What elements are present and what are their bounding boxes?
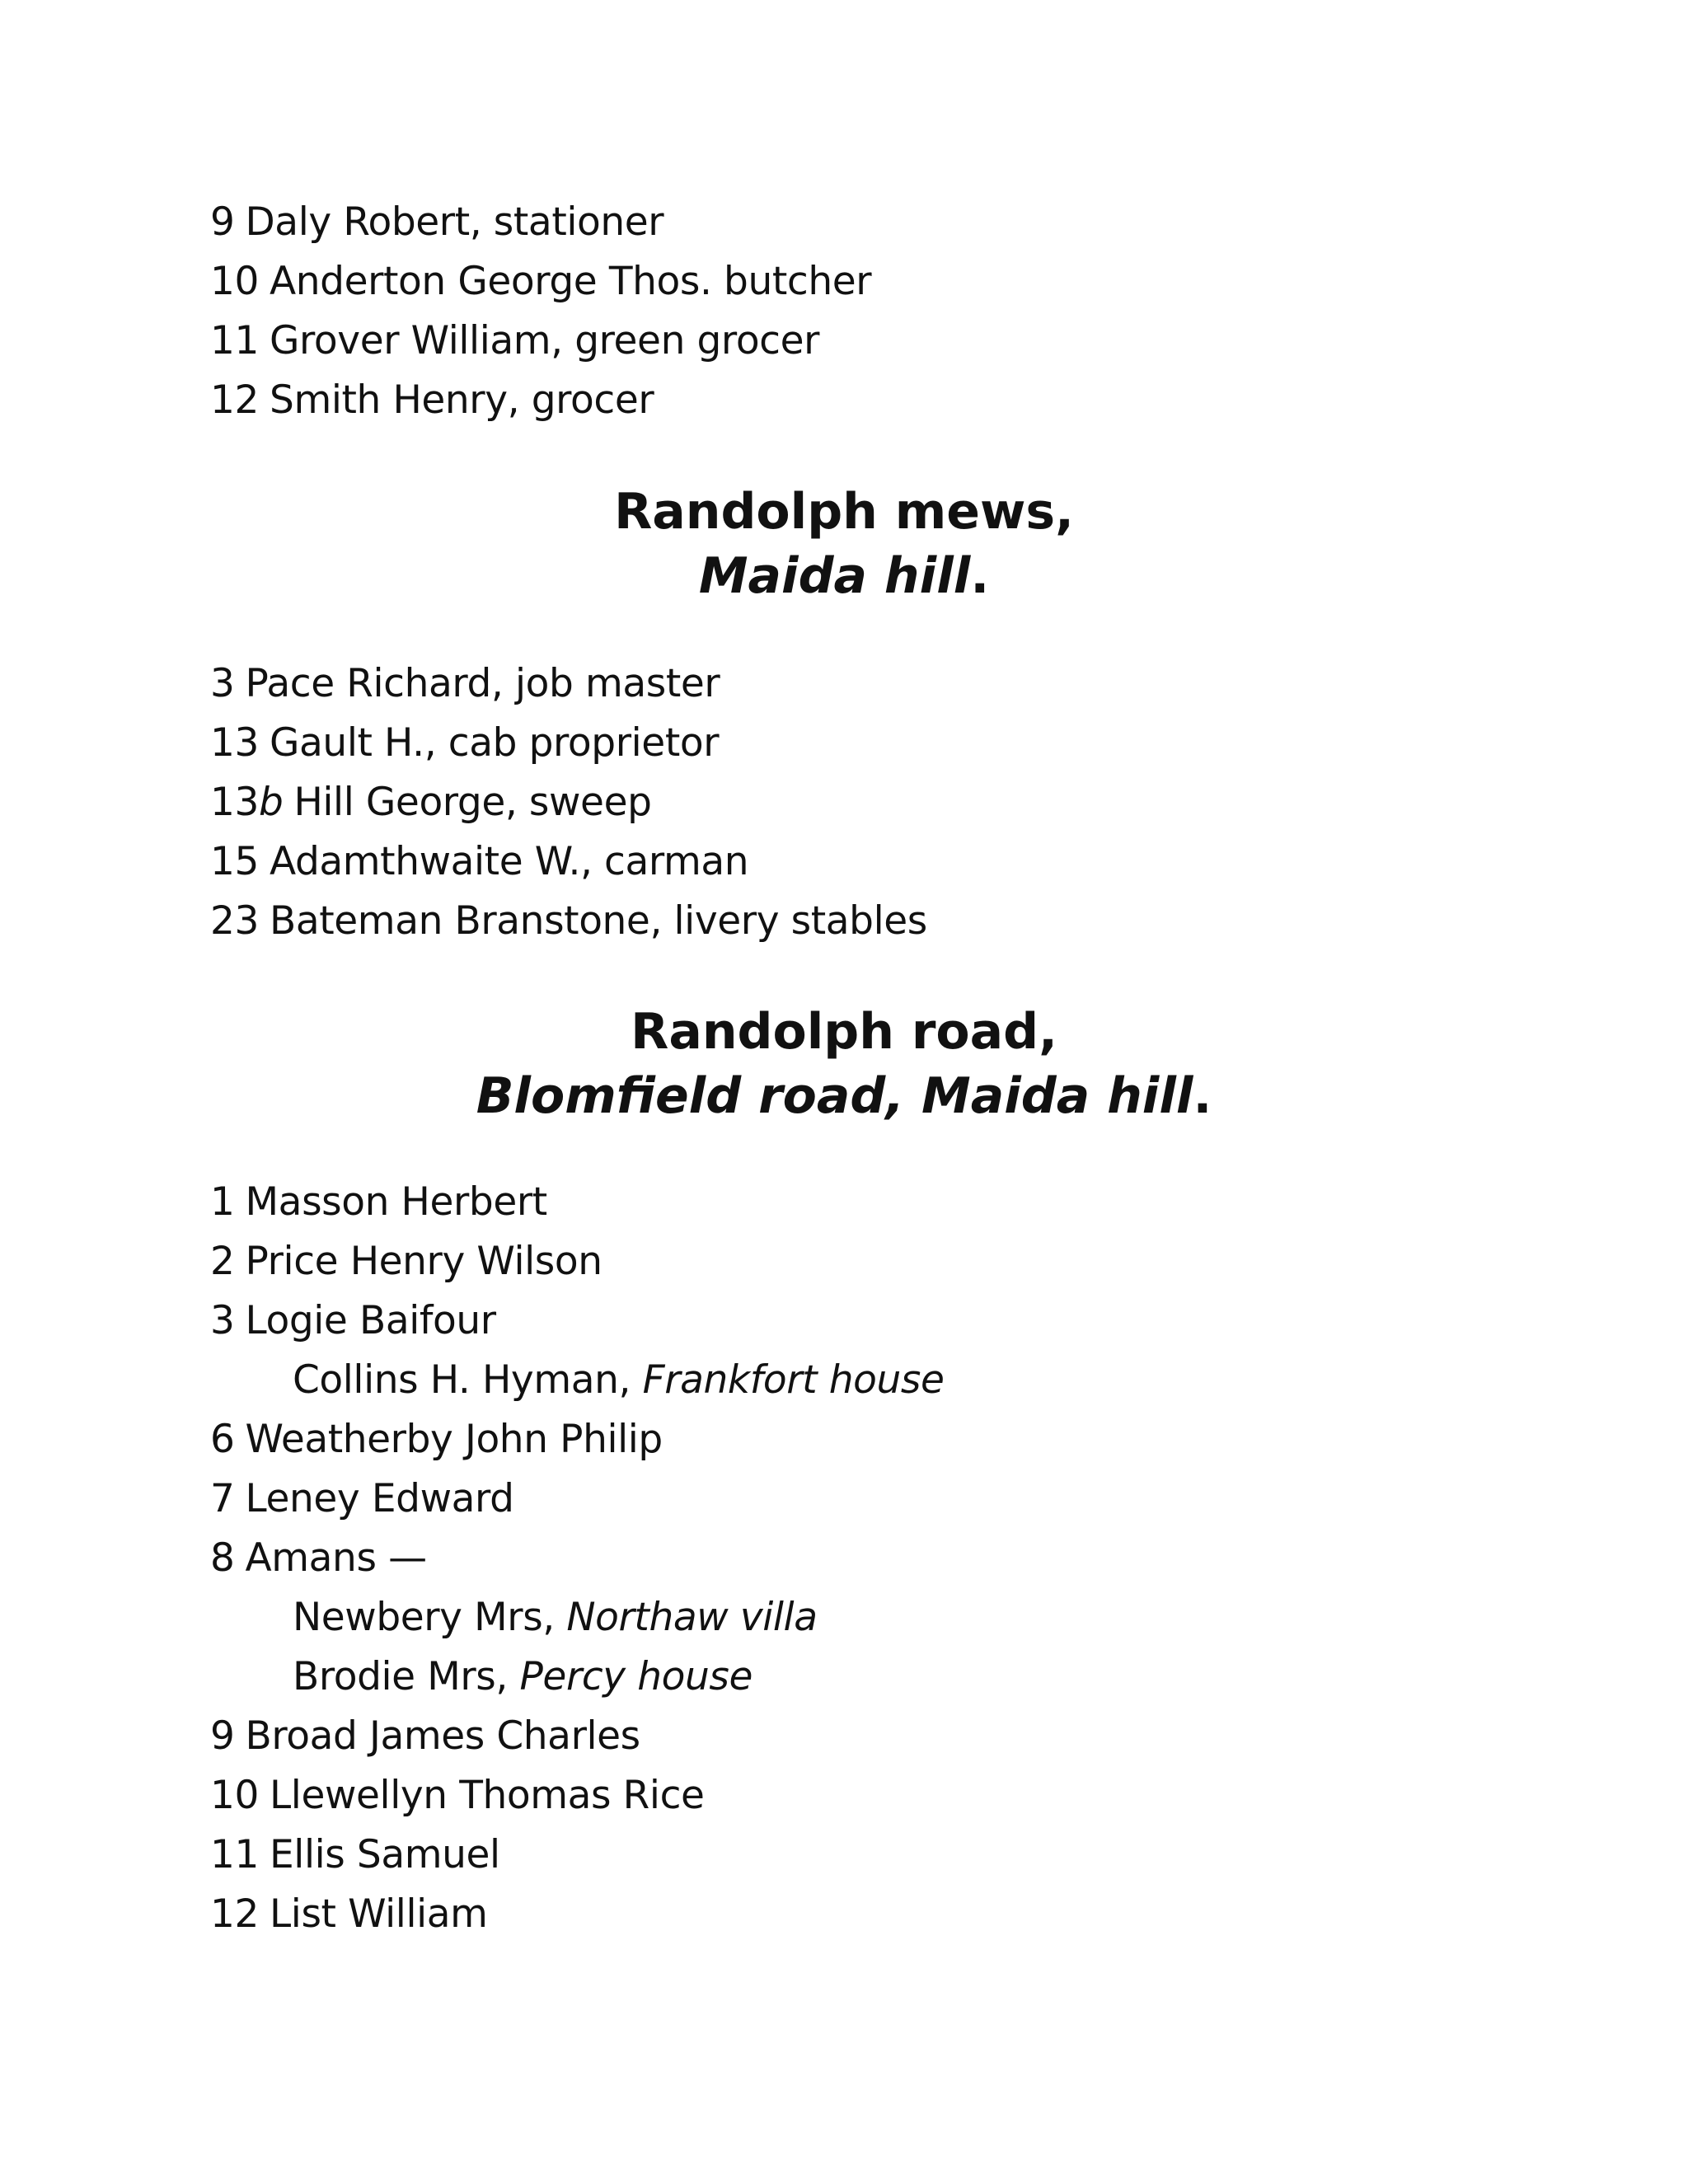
locality-text: Maida hill	[698, 547, 971, 605]
sub-entry	[210, 1351, 944, 1410]
occupant-text: Amans —	[245, 1535, 427, 1581]
house-name: Percy house	[519, 1654, 753, 1699]
occupant-text: Masson Herbert	[245, 1179, 547, 1225]
house-number: 1	[210, 1179, 235, 1225]
house-number: 11	[210, 318, 260, 363]
occupant-text: Adamthwaite W., carman	[270, 839, 749, 884]
directory-entry	[210, 1173, 944, 1232]
directory-entry	[210, 1469, 944, 1529]
directory-entry	[210, 654, 927, 714]
house-number: 23	[210, 898, 260, 944]
directory-entry	[210, 773, 927, 832]
directory-entry	[210, 252, 871, 312]
house-number	[210, 780, 283, 825]
street-heading	[0, 480, 1688, 608]
occupant-text: Llewellyn Thomas Rice	[270, 1773, 705, 1818]
locality-punct: .	[970, 547, 990, 605]
house-number: 2	[210, 1239, 235, 1284]
house-number-suffix: b	[259, 780, 284, 825]
house-number: 12	[210, 1891, 260, 1937]
house-number: 13	[210, 720, 260, 766]
occupant-text: Broad James Charles	[245, 1713, 640, 1759]
directory-entry	[210, 371, 871, 430]
directory-entry	[210, 714, 927, 773]
locality-punct: .	[1193, 1067, 1212, 1125]
occupant-text: Brodie Mrs,	[293, 1654, 520, 1699]
locality-text: Blomfield road, Maida hill	[476, 1067, 1193, 1125]
directory-entry	[210, 1529, 944, 1588]
directory-entry	[210, 1766, 944, 1825]
street-heading	[0, 1000, 1688, 1128]
directory-entry	[210, 312, 871, 371]
street-name: Randolph road,	[631, 1003, 1057, 1061]
occupant-text: Weatherby John Philip	[245, 1417, 663, 1462]
occupant-text: List William	[270, 1891, 488, 1937]
entry-list	[210, 193, 871, 430]
occupant-text: Leney Edward	[245, 1476, 514, 1521]
occupant-text: Collins H. Hyman,	[293, 1357, 643, 1403]
house-name: Northaw villa	[566, 1595, 818, 1640]
occupant-text: Smith Henry, grocer	[270, 377, 654, 423]
occupant-text: Hill George, sweep	[293, 780, 652, 825]
house-number-digits: 13	[210, 780, 260, 825]
occupant-text: Price Henry Wilson	[245, 1239, 603, 1284]
house-number: 10	[210, 259, 260, 304]
house-number: 11	[210, 1832, 260, 1877]
street-name: Randolph mews,	[614, 483, 1074, 541]
occupant-text: Anderton George Thos. butcher	[270, 259, 872, 304]
directory-entry	[210, 1232, 944, 1291]
occupant-text: Bateman Branstone, livery stables	[270, 898, 927, 944]
sub-entry	[210, 1647, 944, 1707]
house-number: 12	[210, 377, 260, 423]
directory-entry	[210, 1291, 944, 1351]
house-number: 9	[210, 1713, 235, 1759]
occupant-text: Grover William, green grocer	[270, 318, 820, 363]
occupant-text: Ellis Samuel	[270, 1832, 500, 1877]
entry-list	[210, 654, 927, 951]
house-number: 8	[210, 1535, 235, 1581]
occupant-text: Newbery Mrs,	[293, 1595, 567, 1640]
directory-entry	[210, 832, 927, 892]
house-number: 3	[210, 1298, 235, 1343]
house-number: 15	[210, 839, 260, 884]
street-locality	[0, 544, 1688, 608]
directory-entry	[210, 1410, 944, 1469]
directory-entry	[210, 892, 927, 951]
sub-entry	[210, 1588, 944, 1647]
house-number: 6	[210, 1417, 235, 1462]
entry-list	[210, 1173, 944, 1944]
occupant-text: Logie Baifour	[245, 1298, 496, 1343]
directory-entry	[210, 1885, 944, 1944]
occupant-text: Pace Richard, job master	[245, 661, 720, 706]
occupant-text: Daly Robert, stationer	[245, 199, 664, 245]
house-number: 9	[210, 199, 235, 245]
directory-entry	[210, 1825, 944, 1885]
house-number: 10	[210, 1773, 260, 1818]
directory-entry	[210, 1707, 944, 1766]
house-name: Frankfort house	[642, 1357, 945, 1403]
house-number: 3	[210, 661, 235, 706]
street-locality	[0, 1064, 1688, 1128]
directory-entry	[210, 193, 871, 252]
house-number: 7	[210, 1476, 235, 1521]
occupant-text: Gault H., cab proprietor	[270, 720, 720, 766]
